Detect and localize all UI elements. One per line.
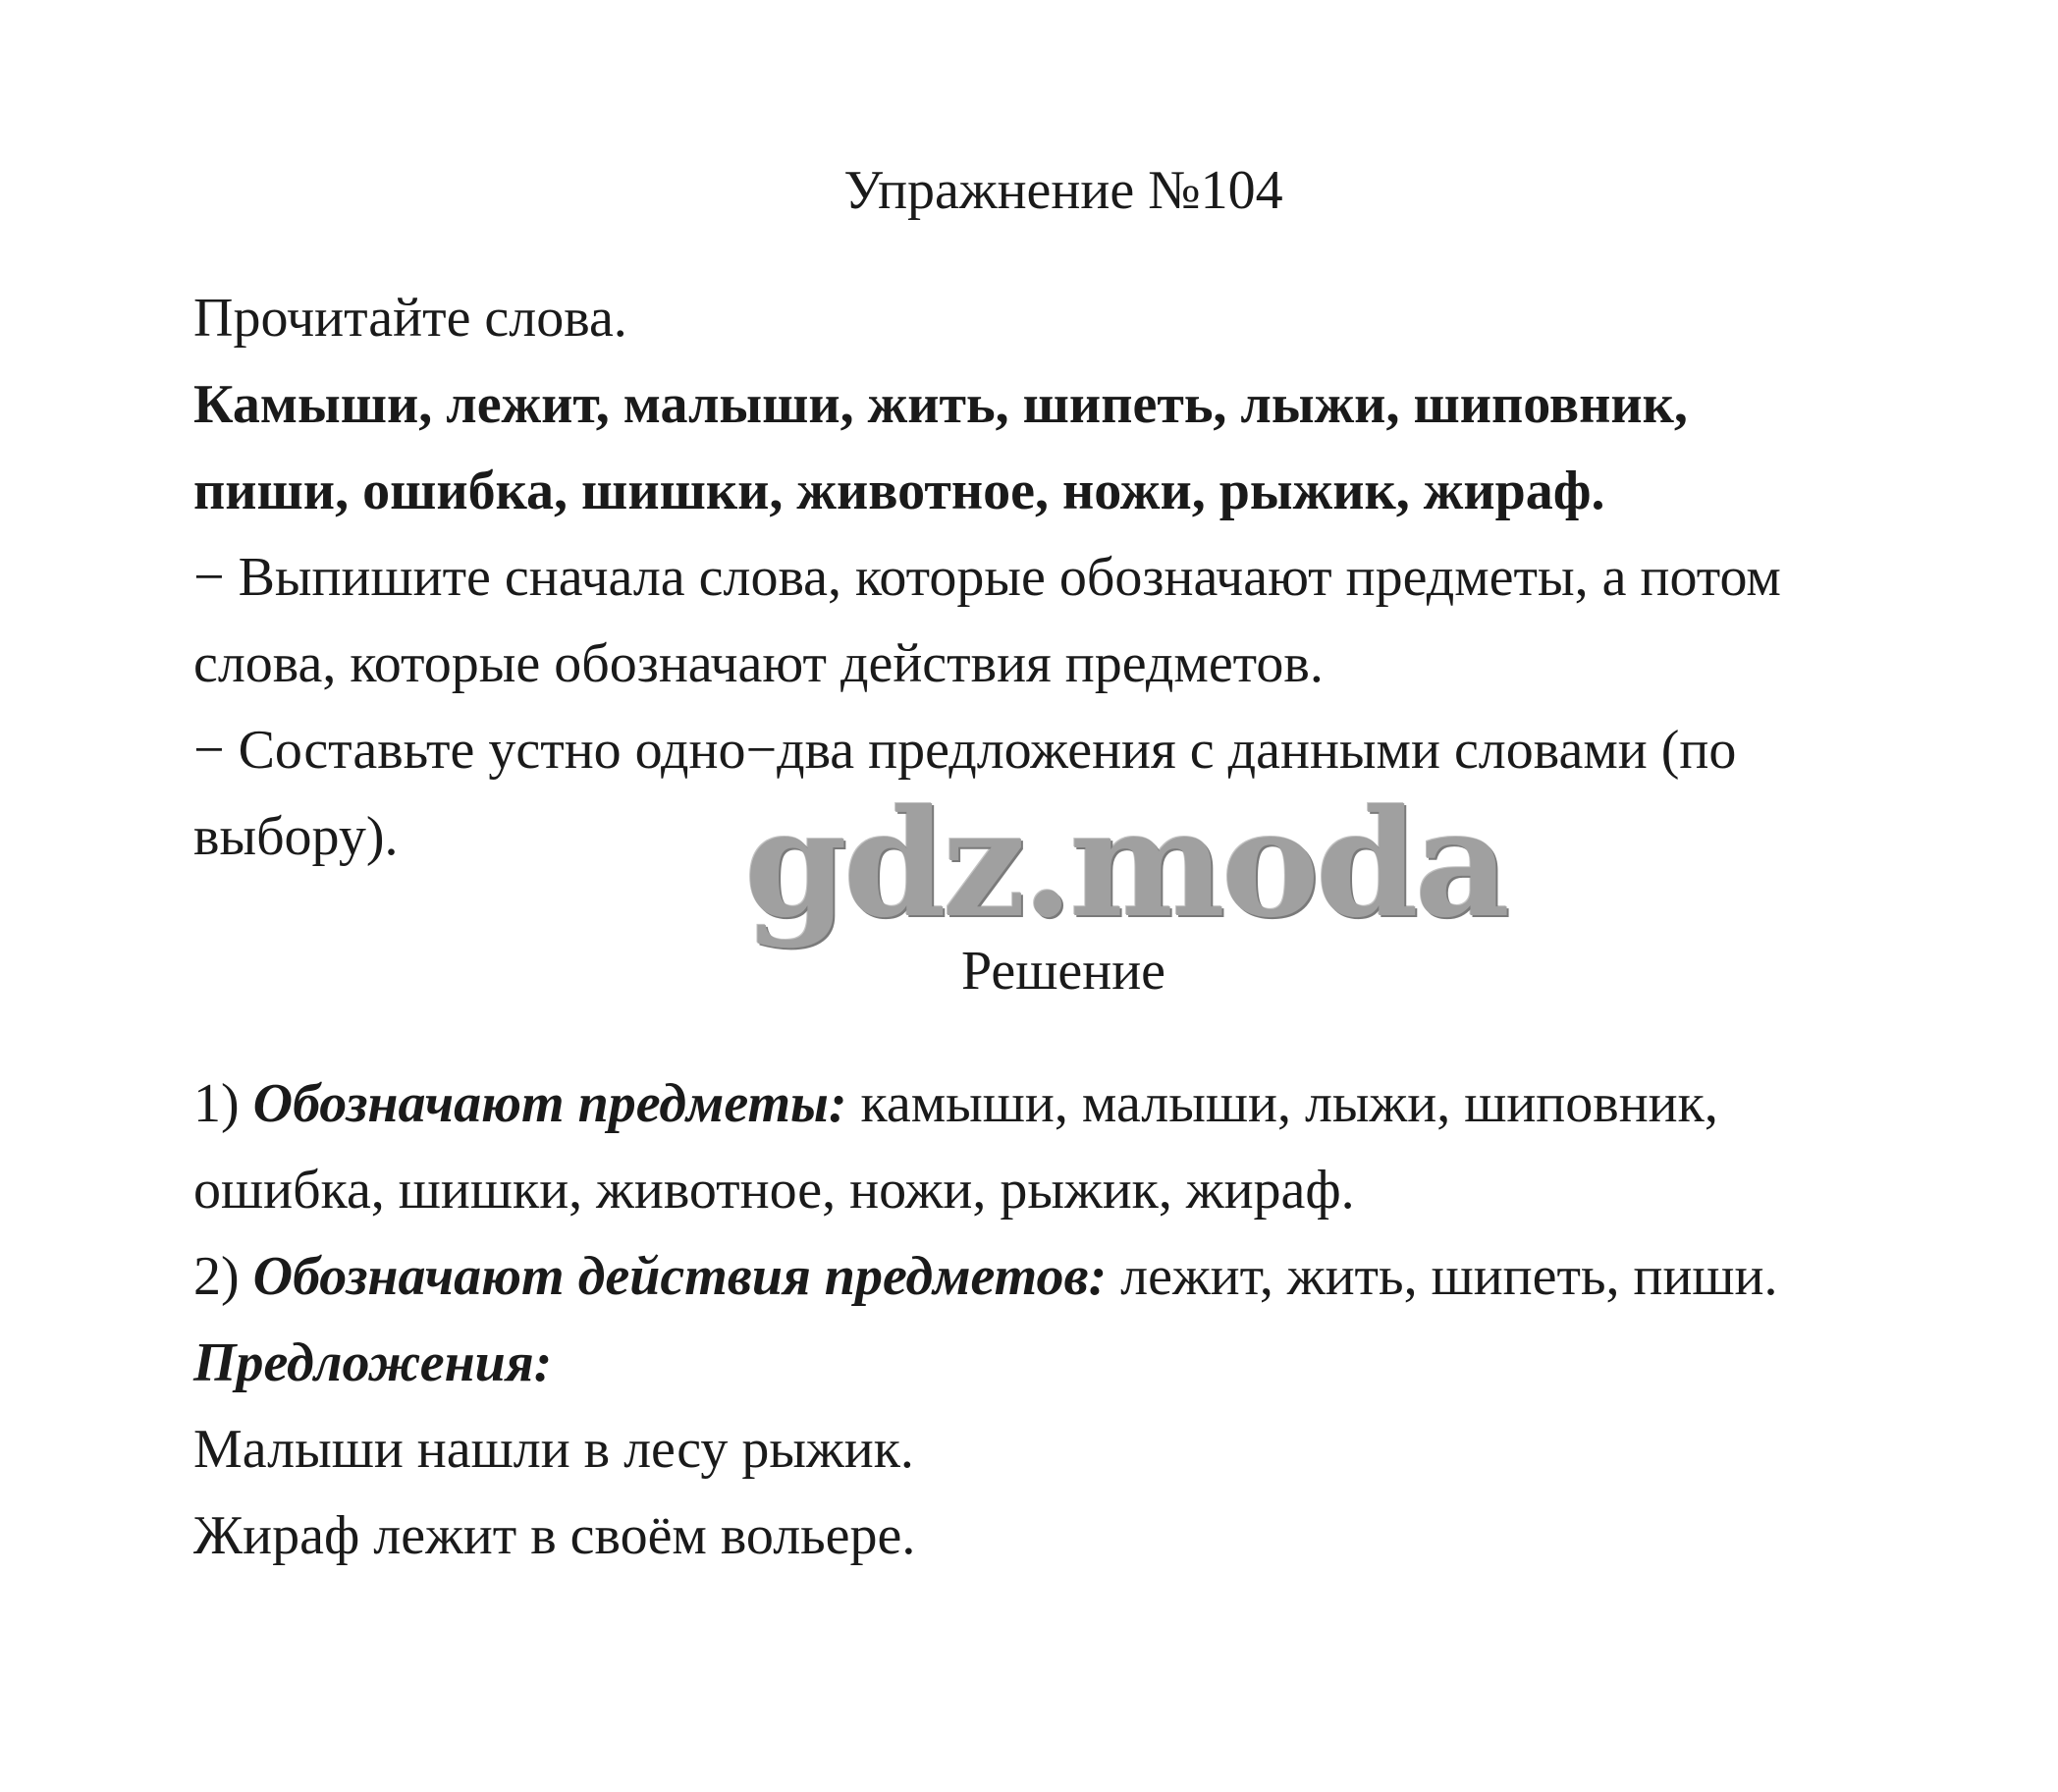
- task-instruction: Прочитайте слова.: [193, 288, 627, 349]
- answer-item-1-line-2: ошибка, шишки, животное, ножи, рыжик, жираф.: [193, 1160, 1355, 1221]
- task-words-line-2: пиши, ошибка, шишки, животное, ножи, рыжик, жираф.: [193, 461, 1605, 521]
- answer-item-1-label: Обозначают предметы:: [252, 1073, 847, 1134]
- answer-item-2-label: Обозначают действия предметов:: [252, 1246, 1108, 1307]
- sentence-2: Жираф лежит в своём вольере.: [193, 1505, 916, 1566]
- task-step-2-line-1: − Составьте устно одно−два предложения с данными словами (по: [193, 720, 1737, 781]
- answer-item-2-prefix: 2): [193, 1246, 253, 1307]
- solution-title: Решение: [960, 941, 1166, 1002]
- answer-item-1: [193, 1060, 1961, 1147]
- answer-item-2: [193, 1233, 1961, 1320]
- answer-item-1-prefix: 1): [193, 1073, 253, 1134]
- exercise-title: Упражнение №104: [843, 160, 1283, 221]
- task-step-1-line-2: слова, которые обозначают действия предметов.: [193, 633, 1324, 694]
- answer-block: [193, 1060, 1961, 1579]
- answer-item-2-text: лежит, жить, шипеть, пиши.: [1107, 1246, 1778, 1307]
- task-words-line-1: Камыши, лежит, малыши, жить, шипеть, лыжи, шиповник,: [193, 374, 1688, 435]
- sentences-label: Предложения:: [193, 1332, 553, 1393]
- task-step-2-line-2: выбору).: [193, 806, 399, 867]
- answer-item-1-text: камыши, малыши, лыжи, шиповник,: [846, 1073, 1718, 1134]
- watermark-logo: gdz.moda: [744, 778, 1507, 950]
- sentence-1: Малыши нашли в лесу рыжик.: [193, 1419, 914, 1480]
- task-step-1-line-1: − Выпишите сначала слова, которые обозначают предметы, а потом: [193, 547, 1781, 608]
